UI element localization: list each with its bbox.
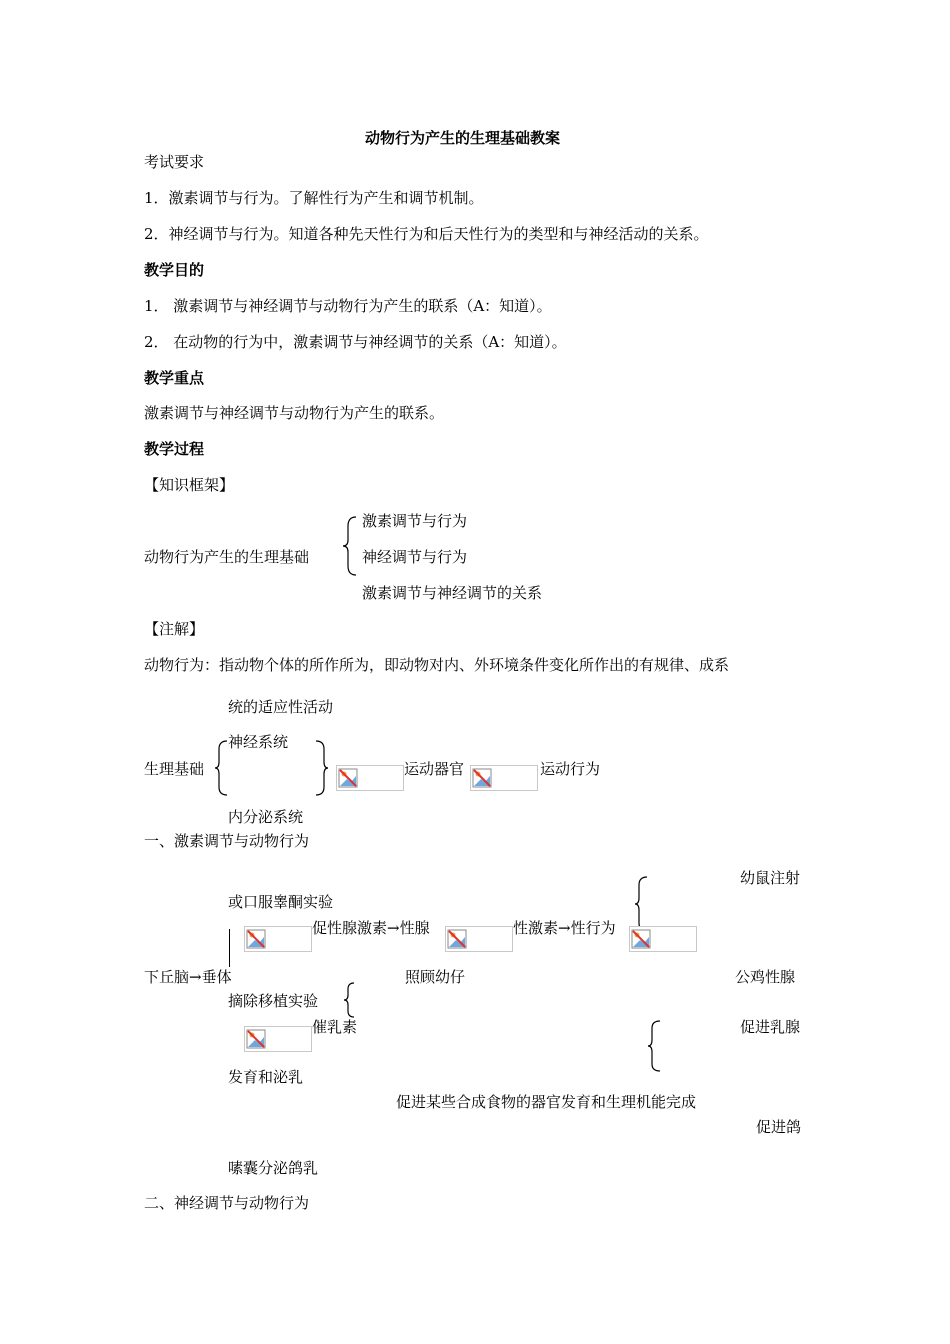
- care-young-text: 照顾幼仔: [405, 968, 466, 986]
- framework-item-1: 激素调节与行为: [362, 512, 468, 530]
- rooster-text: 公鸡性腺: [735, 968, 796, 986]
- organ-develop-text: 促进某些合成食物的器官发育和生理机能完成: [396, 1093, 697, 1111]
- basis-left-brace: [214, 740, 228, 796]
- breast-text: 促进乳腺: [740, 1018, 801, 1036]
- sex-behavior-brace: [634, 876, 648, 932]
- oral-test-text: 或口服睾酮实验: [228, 893, 334, 911]
- exam-req-heading: 考试要求: [144, 153, 205, 171]
- exam-req-item-1: 1．激素调节与行为。了解性行为产生和调节机制。: [144, 189, 484, 207]
- removal-brace: [343, 982, 355, 1018]
- hypothalamus-text: 下丘脑→垂体: [144, 968, 232, 986]
- gonadotropin-text: 促性腺激素→性腺: [312, 919, 430, 937]
- teach-focus-heading: 教学重点: [144, 369, 205, 387]
- framework-brace: [342, 516, 358, 576]
- note-label: 【注解】: [144, 620, 205, 638]
- sex-hormone-text: 性激素→性行为: [513, 919, 616, 937]
- broken-image-icon: [470, 765, 538, 791]
- framework-label: 【知识框架】: [144, 476, 235, 494]
- section2-heading: 二、神经调节与动物行为: [144, 1194, 310, 1212]
- framework-item-2: 神经调节与行为: [362, 548, 468, 566]
- exam-req-item-2: 2．神经调节与行为。知道各种先天性行为和后天性行为的类型和与神经活动的关系。: [144, 225, 709, 243]
- prolactin-text: 催乳素: [312, 1018, 358, 1036]
- teach-focus-text: 激素调节与神经调节与动物行为产生的联系。: [144, 404, 445, 422]
- basis-motor-organ: 运动器官: [404, 760, 465, 778]
- basis-nervous: 神经系统: [228, 733, 289, 751]
- teach-goal-item-1: 1． 激素调节与神经调节与动物行为产生的联系（A：知道）。: [144, 297, 552, 315]
- hypothalamus-line: [229, 929, 230, 967]
- teach-goal-heading: 教学目的: [144, 261, 205, 279]
- note-line-2: 统的适应性活动: [228, 698, 334, 716]
- pigeon-text: 促进鸽: [756, 1118, 802, 1136]
- removal-test-text: 摘除移植实验: [228, 992, 319, 1010]
- young-mouse-text: 幼鼠注射: [740, 869, 801, 887]
- basis-right-brace: [315, 740, 329, 796]
- broken-image-icon: [244, 926, 312, 952]
- broken-image-icon: [336, 765, 404, 791]
- note-line-1: 动物行为：指动物个体的所作所为，即动物对内、外环境条件变化所作出的有规律、成系: [144, 656, 730, 674]
- framework-item-3: 激素调节与神经调节的关系: [362, 584, 543, 602]
- page-title: 动物行为产生的生理基础教案: [365, 129, 561, 147]
- crop-milk-text: 嗉囊分泌鸽乳: [228, 1159, 319, 1177]
- basis-motor-behavior: 运动行为: [540, 760, 601, 778]
- process-heading: 教学过程: [144, 440, 205, 458]
- broken-image-icon: [244, 1026, 312, 1052]
- prolactin-brace: [647, 1020, 661, 1072]
- basis-endocrine: 内分泌系统: [228, 808, 304, 826]
- basis-label: 生理基础: [144, 760, 205, 778]
- develop-milk-text: 发育和泌乳: [228, 1068, 304, 1086]
- section1-heading: 一、激素调节与动物行为: [144, 832, 310, 850]
- framework-root: 动物行为产生的生理基础: [144, 548, 310, 566]
- broken-image-icon: [629, 926, 697, 952]
- broken-image-icon: [445, 926, 513, 952]
- teach-goal-item-2: 2． 在动物的行为中，激素调节与神经调节的关系（A：知道）。: [144, 333, 567, 351]
